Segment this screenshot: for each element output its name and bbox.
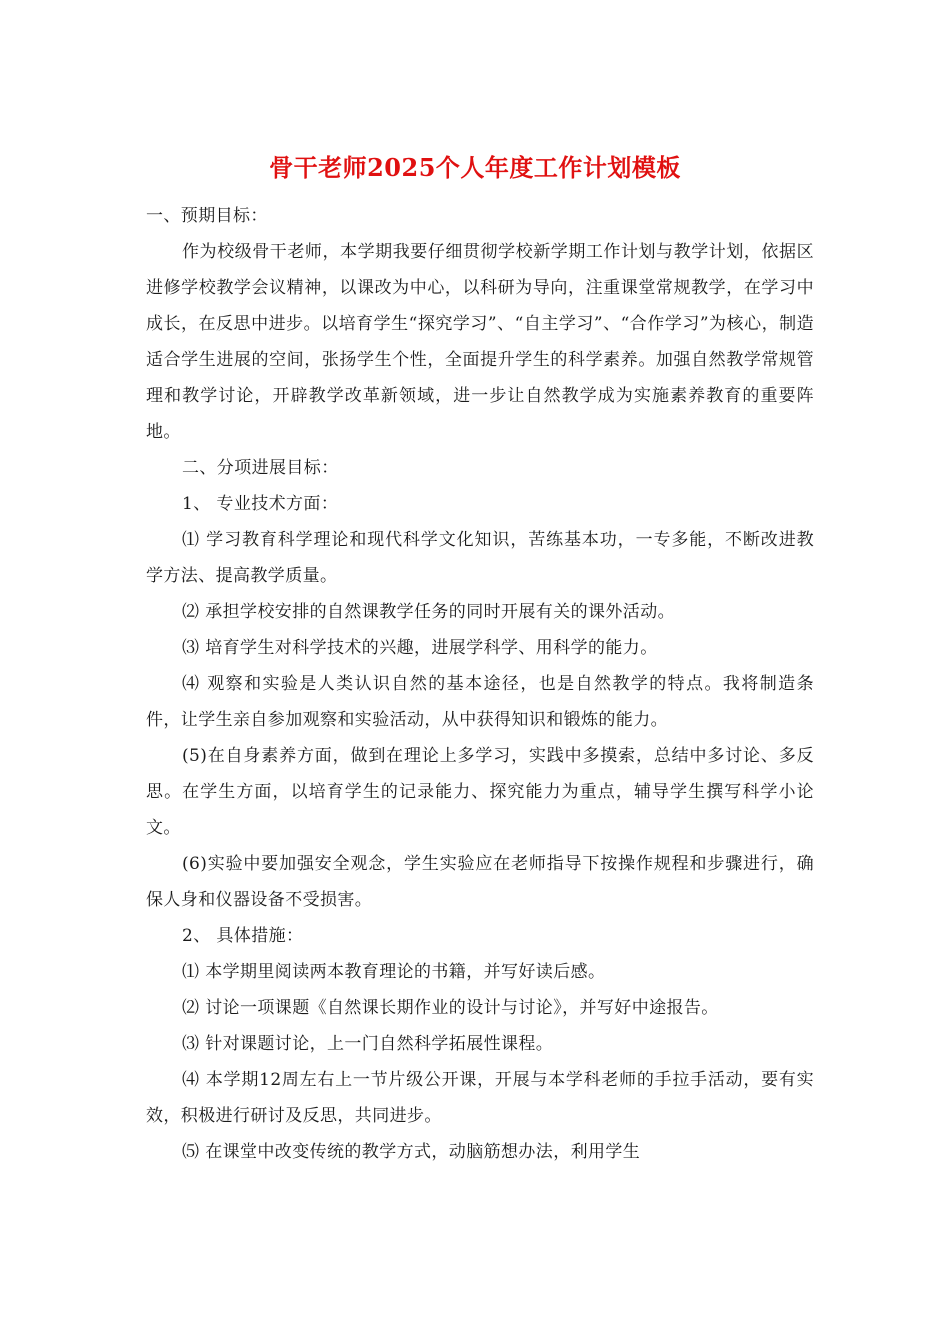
subheading-professional-skills: 1、 专业技术方面： <box>182 494 339 514</box>
list-item-skills-1: ⑴ 学习教育科学理论和现代科学文化知识，苦练基本功，一专多能，不断改进教学方法、提高教学质量。 <box>146 530 814 586</box>
list-item-measures-4: ⑷ 本学期12周左右上一节片级公开课，开展与本学科老师的手拉手活动，要有实效，积极进行研讨及反思，共同进步。 <box>146 1070 814 1126</box>
list-item-skills-3: ⑶ 培育学生对科学技术的兴趣，进展学科学、用科学的能力。 <box>182 638 658 658</box>
list-item-measures-5: ⑸ 在课堂中改变传统的教学方式，动脑筋想办法，利用学生 <box>182 1142 641 1162</box>
list-item-skills-2: ⑵ 承担学校安排的自然课教学任务的同时开展有关的课外活动。 <box>182 602 676 622</box>
list-item-measures-3: ⑶ 针对课题讨论，上一门自然科学拓展性课程。 <box>182 1034 554 1054</box>
section-heading-goals: 一、预期目标： <box>146 206 268 226</box>
paragraph-goals-text: 作为校级骨干老师，本学期我要仔细贯彻学校新学期工作计划与教学计划，依据区进修学校教学会议精神，以课改为中心，以科研为导向，注重课堂常规教学，在学习中成长，在反思中进步。以培育学生“探究学习”、“自主学习”、“合作学习”为核心，制造适合学生进展的空间，张扬学生个性，全面提升学生的科学素养。加强自然教学常规管理和教学讨论，开辟教学改革新领域，进一步让自然教学成为实施素养教育的重要阵地。 <box>146 242 814 442</box>
document-body <box>146 198 814 1170</box>
list-item-skills-6: (6)实验中要加强安全观念，学生实验应在老师指导下按操作规程和步骤进行，确保人身和仪器设备不受损害。 <box>146 854 814 910</box>
list-item-measures-2: ⑵ 讨论一项课题《自然课长期作业的设计与讨论》，并写好中途报告。 <box>182 998 719 1018</box>
subheading-measures: 2、 具体措施： <box>182 926 304 946</box>
list-item-measures-1: ⑴ 本学期里阅读两本教育理论的书籍，并写好读后感。 <box>182 962 606 982</box>
list-item-skills-5: (5)在自身素养方面，做到在理论上多学习，实践中多摸索，总结中多讨论、多反思。在学生方面，以培育学生的记录能力、探究能力为重点，辅导学生撰写科学小论文。 <box>146 746 814 838</box>
list-item-skills-4: ⑷ 观察和实验是人类认识自然的基本途径，也是自然教学的特点。我将制造条件，让学生亲自参加观察和实验活动，从中获得知识和锻炼的能力。 <box>146 674 814 730</box>
section-heading-targets: 二、分项进展目标： <box>182 458 339 478</box>
document-title: 骨干老师2025个人年度工作计划模板 <box>269 153 681 182</box>
